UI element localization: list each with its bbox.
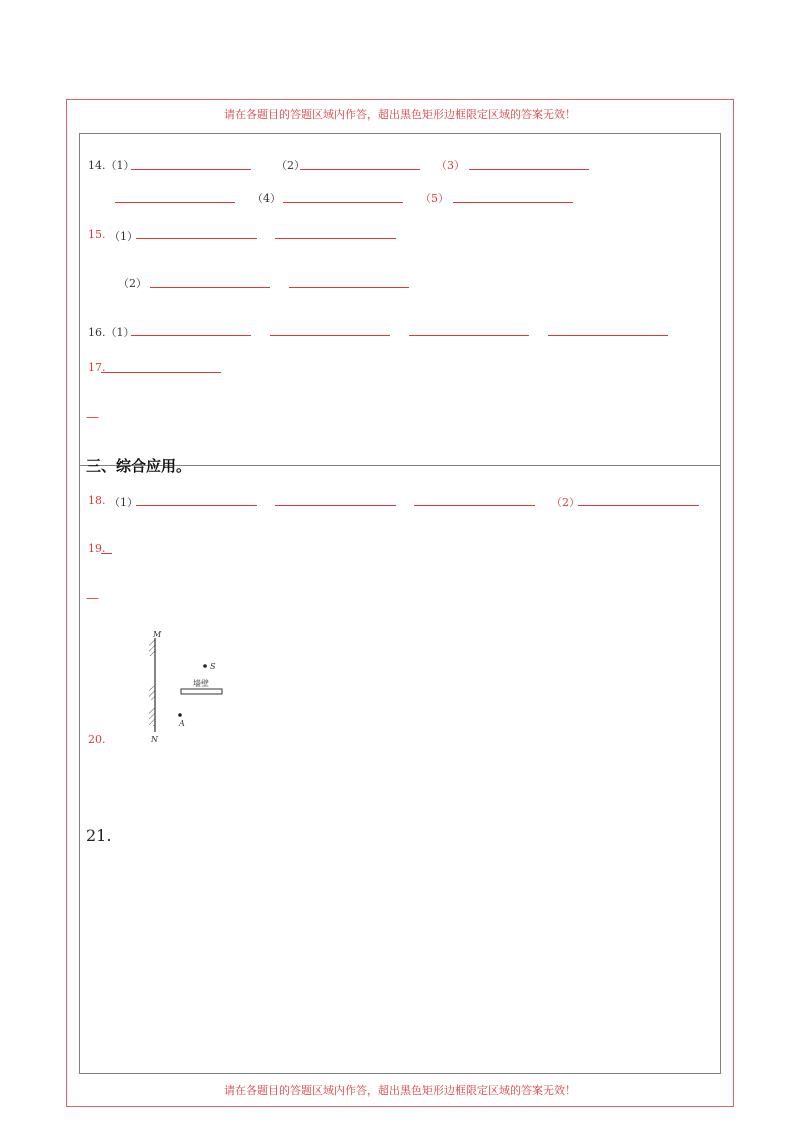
light-source-point — [203, 664, 207, 668]
q18-blank-1[interactable] — [136, 505, 257, 506]
top-notice: 请在各题目的答题区域内作答，超出黑色矩形边框限定区域的答案无效！ — [224, 108, 576, 121]
q20-label: 20. — [88, 733, 106, 746]
answer-box-frame — [79, 133, 721, 1074]
q15-part2-label: （2） — [118, 277, 147, 290]
q14-blank-2[interactable] — [300, 169, 420, 170]
q15-blank-2[interactable] — [275, 238, 396, 239]
q16-label: 16.（1） — [88, 326, 135, 339]
q17-label: 17. — [88, 361, 106, 374]
wall-block — [181, 689, 222, 694]
q14-part5-label: （5） — [420, 192, 449, 205]
light-source-label: S — [210, 662, 216, 671]
q16-blank-3[interactable] — [409, 335, 529, 336]
q18-blank-4[interactable] — [578, 505, 699, 506]
q14-blank-3b[interactable] — [115, 202, 235, 203]
q16-blank-1[interactable] — [131, 335, 251, 336]
mirror-top-label: M — [153, 630, 162, 639]
q14-blank-4[interactable] — [283, 202, 403, 203]
q18-blank-2[interactable] — [275, 505, 396, 506]
q15-part1-label: （1） — [109, 230, 138, 243]
mirror-hatch-top — [149, 640, 155, 656]
q14-blank-1[interactable] — [131, 169, 251, 170]
q14-part4-label: （4） — [252, 192, 281, 205]
mirror-bottom-label: N — [151, 735, 158, 744]
q14-part3-label: （3） — [436, 159, 465, 172]
q15-blank-1[interactable] — [136, 238, 257, 239]
q14-label: 14.（1） — [88, 159, 135, 172]
q14-part2-label: （2） — [276, 159, 305, 172]
q15-blank-4[interactable] — [289, 287, 409, 288]
q14-blank-3[interactable] — [469, 169, 589, 170]
q21-label: 21. — [86, 826, 112, 845]
q16-blank-2[interactable] — [270, 335, 390, 336]
mirror-diagram — [140, 626, 240, 748]
q19-label: 19. — [88, 542, 106, 555]
wall-label: 墙壁 — [193, 679, 209, 688]
observer-point — [178, 713, 182, 717]
q18-label: 18. — [88, 494, 106, 507]
bottom-notice: 请在各题目的答题区域内作答，超出黑色矩形边框限定区域的答案无效！ — [224, 1084, 576, 1097]
q18-part2-label: （2） — [551, 496, 580, 509]
q15-label: 15. — [88, 228, 106, 241]
q19-blank[interactable] — [101, 553, 112, 554]
q14-blank-5[interactable] — [453, 202, 573, 203]
q18-blank-3[interactable] — [414, 505, 535, 506]
q15-blank-3[interactable] — [150, 287, 270, 288]
q16-blank-4[interactable] — [548, 335, 668, 336]
q18-part1-label: （1） — [109, 496, 138, 509]
q17-dash-mark: — — [86, 410, 99, 425]
q19-dash-mark: — — [86, 591, 99, 606]
mirror-hatch-middle — [149, 686, 155, 700]
mirror-hatch-bottom — [149, 708, 155, 726]
q17-blank[interactable] — [101, 372, 221, 373]
section3-heading: 三、综合应用。 — [86, 457, 192, 475]
observer-label: A — [179, 719, 185, 728]
